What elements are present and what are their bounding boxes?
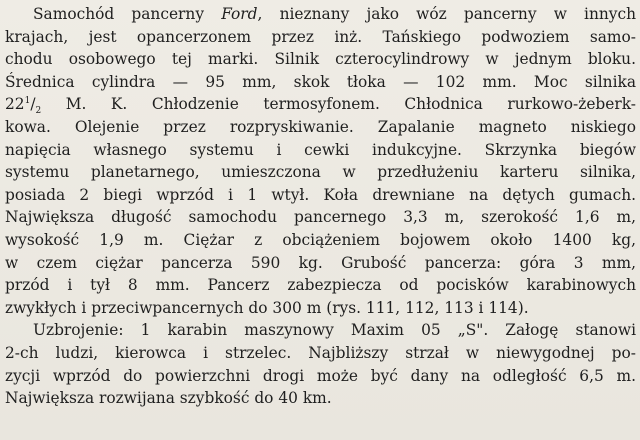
text-line: [5, 297, 636, 320]
text-segment: krajach, jest opancerzonem przez inż. Tańskiego podwoziem samo-: [5, 27, 636, 46]
text-line: [5, 365, 636, 388]
text-segment: Uzbrojenie: 1 karabin maszynowy Maxim 05 „S". Załogę stanowi: [33, 321, 636, 340]
text-segment: Największa rozwijana szybkość do 40 km.: [5, 389, 332, 408]
text-line: [5, 229, 636, 252]
text-segment: przód i tył 8 mm. Pancerz zabezpiecza od pocisków karabinowych: [5, 276, 636, 295]
text-segment: systemu planetarnego, umieszczona w przedłużeniu karteru silnika,: [5, 163, 636, 182]
text-line: [5, 161, 636, 184]
text-segment: 2: [35, 106, 42, 117]
text-line: [5, 342, 636, 365]
text-line: [5, 206, 636, 229]
text-segment: 2-ch ludzi, kierowca i strzelec. Najbliższy strzał w niewygodnej po-: [5, 343, 636, 362]
text-line: [5, 274, 636, 297]
text-line: [5, 184, 636, 207]
text-segment: w czem ciężar pancerza 590 kg. Grubość pancerza: góra 3 mm,: [5, 253, 636, 272]
text-segment: Średnica cylindra — 95 mm, skok tłoka — 102 mm. Moc silnika: [5, 72, 636, 91]
text-segment: Samochód pancerny: [33, 5, 222, 23]
text-line: [5, 48, 636, 71]
text-line: [5, 26, 636, 49]
text-segment: wysokość 1,9 m. Ciężar z obciążeniem bojowem około 1400 kg,: [5, 230, 636, 249]
text-segment: posiada 2 biegi wprzód i 1 wtył. Koła drewniane na dętych gumach.: [5, 185, 636, 204]
text-segment: /: [30, 95, 36, 114]
text-segment: 1: [24, 96, 31, 107]
text-line: [5, 71, 636, 94]
text-segment: , nieznany jako wóz pancerny w innych: [257, 5, 637, 23]
text-segment: kowa. Olejenie przez rozpryskiwanie. Zapalanie magneto niskiego: [5, 117, 636, 136]
paragraph-technical-description: [5, 3, 636, 319]
text-line: [5, 387, 636, 410]
text-line: [5, 116, 636, 139]
text-line: [5, 139, 636, 162]
text-segment: zycji wprzód do powierzchni drogi może być dany na odległość 6,5 m.: [5, 366, 636, 385]
text-line: [5, 319, 636, 342]
text-segment: Największa długość samochodu pancernego 3,3 m, szerokość 1,6 m,: [5, 208, 636, 227]
text-segment: M. K. Chłodzenie termosyfonem. Chłodnica rurkowo-żeberk-: [41, 95, 636, 114]
text-line: [5, 252, 636, 275]
text-segment: Ford: [221, 5, 258, 23]
text-line: [5, 3, 636, 26]
text-segment: 22: [5, 95, 25, 114]
paragraph-armament: [5, 319, 636, 409]
text-segment: napięcia własnego systemu i cewki indukcyjne. Skrzynka biegów: [5, 140, 636, 159]
text-segment: chodu osobowego tej marki. Silnik czterocylindrowy w jednym bloku.: [5, 50, 636, 69]
text-segment: zwykłych i przeciwpancernych do 300 m (rys. 111, 112, 113 i 114).: [5, 298, 529, 317]
text-line: [5, 93, 636, 116]
